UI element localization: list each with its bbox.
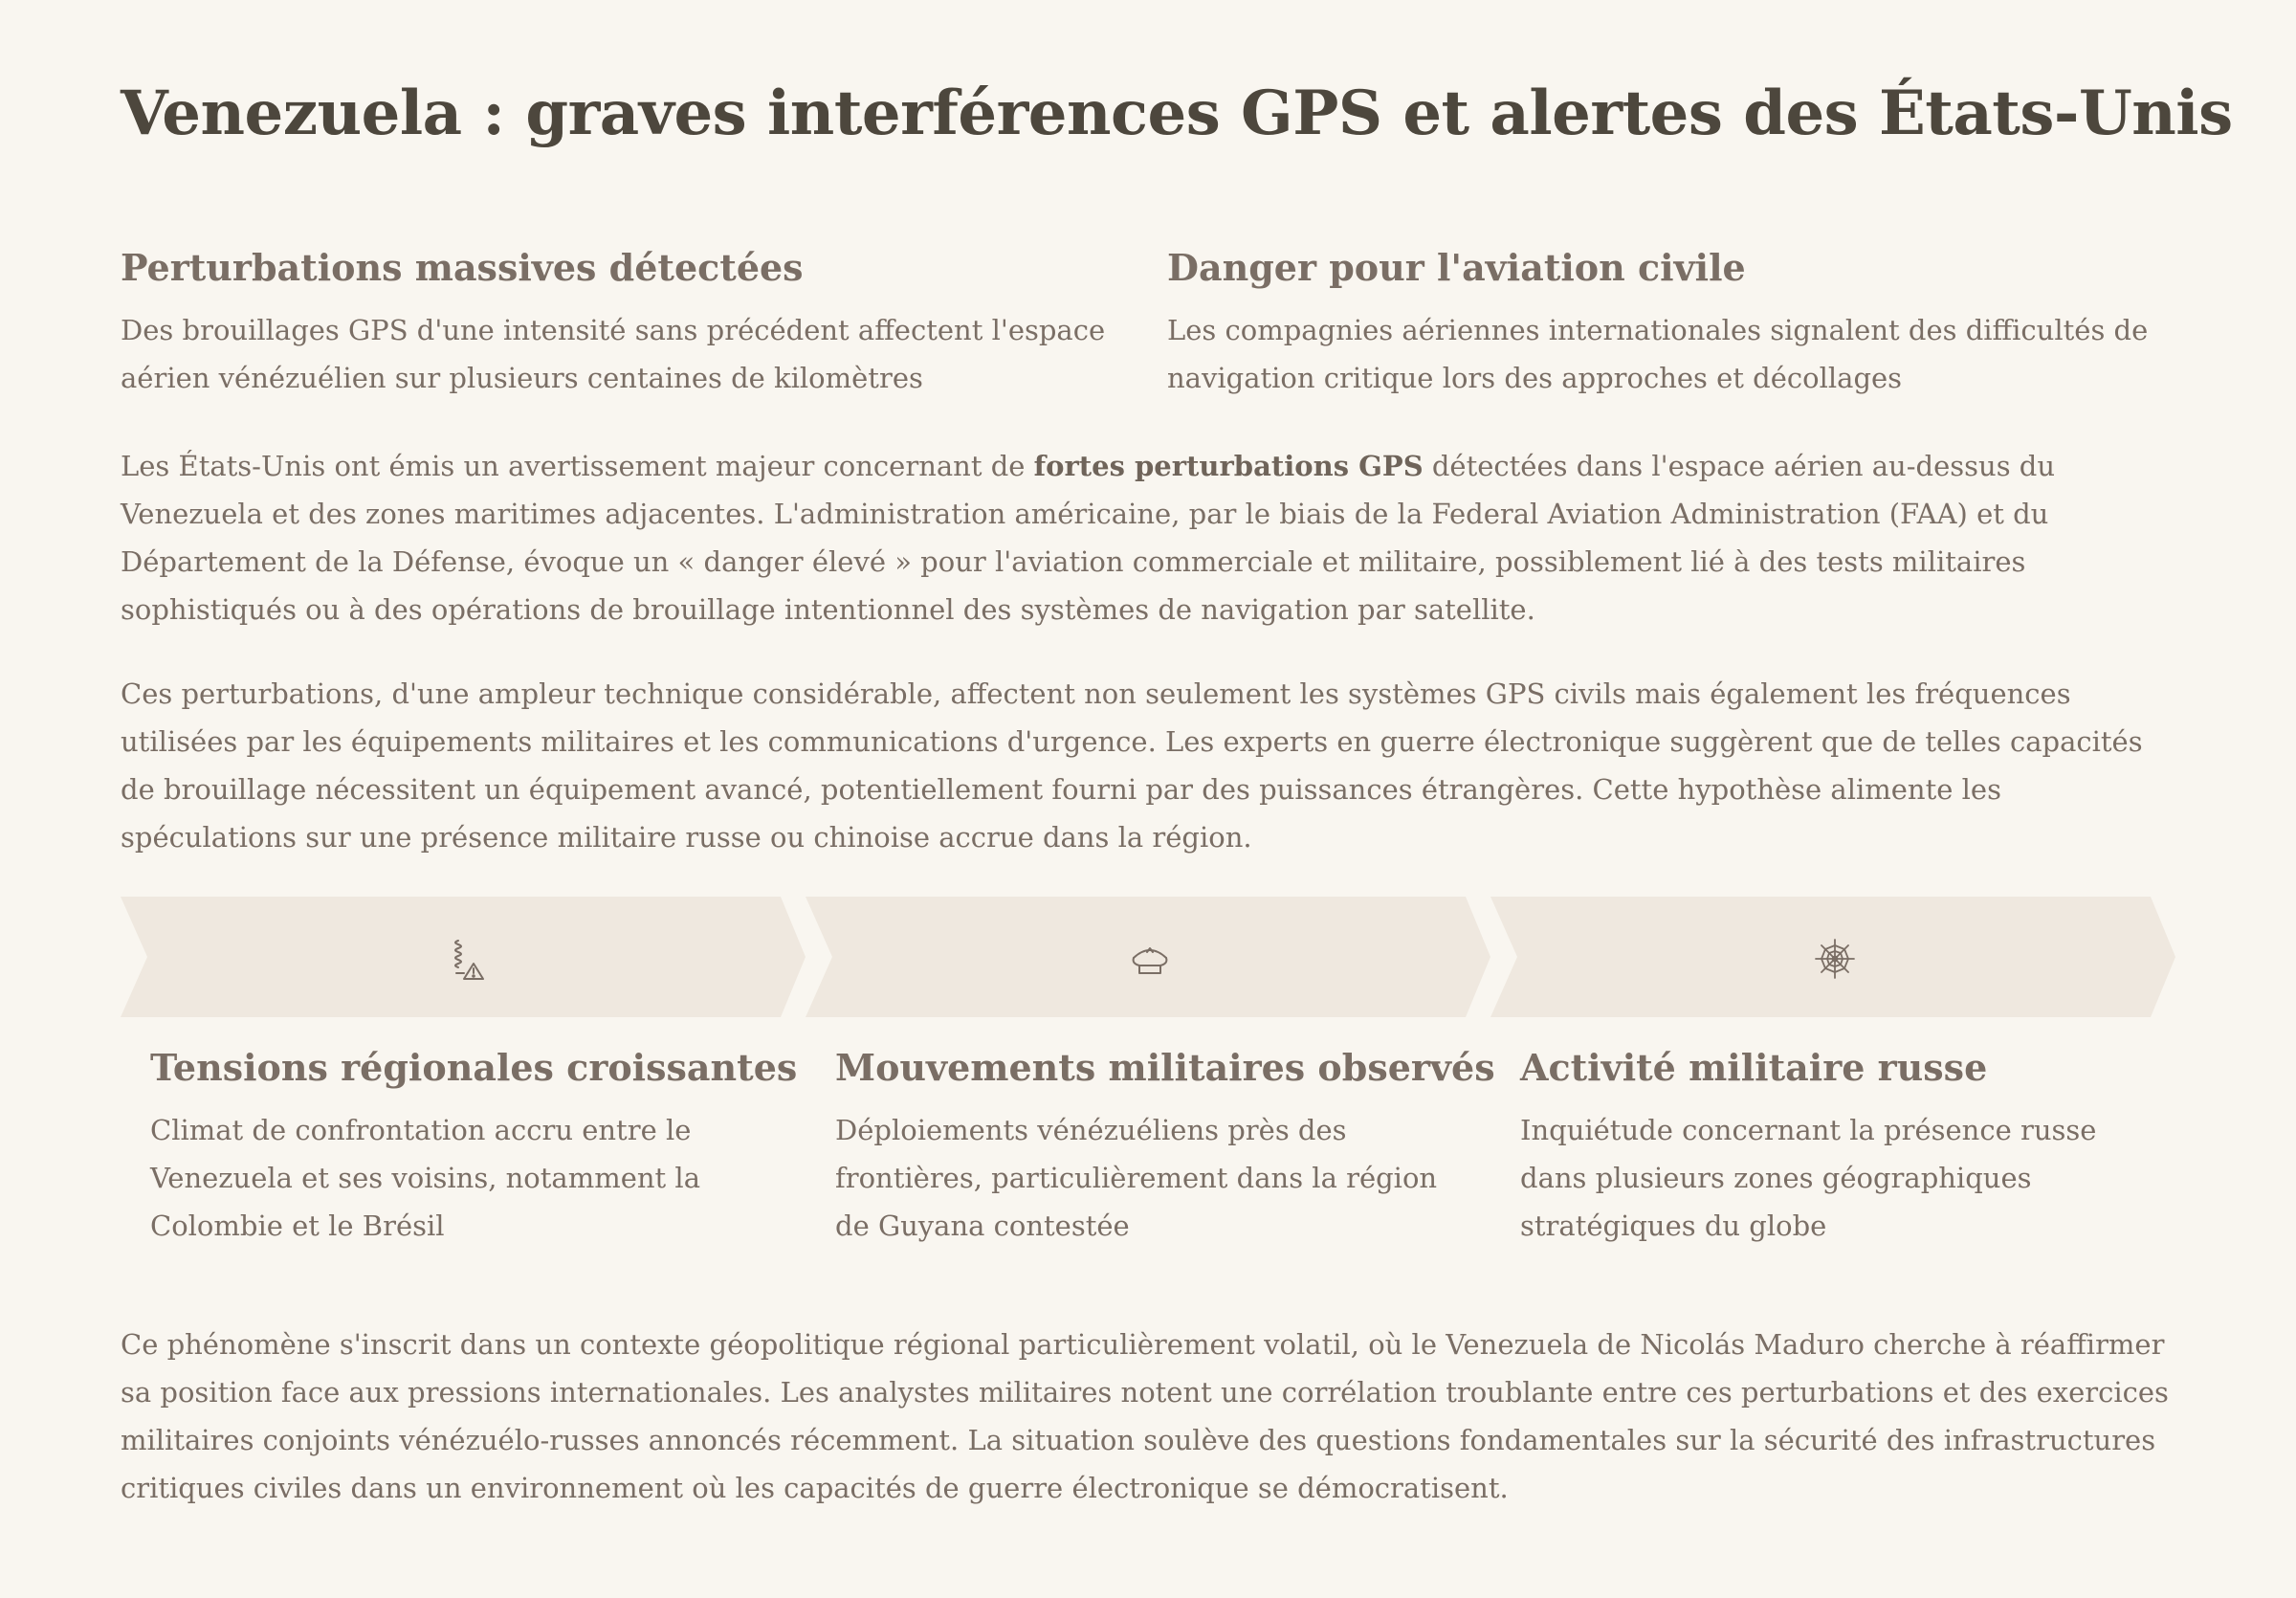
card-text: Climat de confrontation accru entre le Venezuela et ses voisins, notamment la Colombie et le Brésil: [150, 1114, 700, 1242]
card-heading: Mouvements militaires observés: [835, 1046, 1495, 1089]
card-regional-tensions: [150, 1037, 798, 1250]
intro-text: Les compagnies aériennes internationales signalent des difficultés de navigation critique lors des approches et décollages: [1167, 314, 2149, 394]
paragraph-emphasis: fortes perturbations GPS: [1033, 450, 1424, 482]
process-chevron-row: [121, 897, 2175, 1017]
chevron-step-2: [806, 897, 1490, 1017]
paragraph-text: détectées dans l'espace aérien au-dessus du Venezuela et des zones maritimes adjacentes. L'administration américaine, par le biais de la Federal Aviation Administration (FAA) et du Département de la Défense, évoque un « danger élevé » pour l'aviation commerciale et militaire, possiblement lié à des tests militaires sophistiqués ou à des opérations de brouillage intentionnel des systèmes de navigation par satellite.: [121, 450, 2056, 626]
body-paragraph-1: [121, 442, 2177, 633]
chevron-step-3: [1490, 897, 2175, 1017]
spring-warning-icon: [441, 935, 489, 983]
page-title: Venezuela : graves interférences GPS et alertes des États-Unis: [121, 78, 2233, 149]
body-paragraph-3: Ce phénomène s'inscrit dans un contexte géopolitique régional particulièrement volatil, où le Venezuela de Nicolás Maduro cherche à réaffirmer sa position face aux pressions internationales. Les analystes militaires notent une corrélation troublante entre ces perturbations et des exercices militaires conjoints vénézuélo-russes annoncés récemment. La situation soulève des questions fondamentales sur la sécurité des infrastructures critiques civiles dans un environnement où les capacités de guerre électronique se démocratisent.: [121, 1328, 2169, 1504]
intro-block-disruptions: [121, 235, 1135, 402]
military-cap-icon: [1126, 935, 1174, 983]
intro-block-aviation: [1167, 235, 2200, 402]
intro-text: Des brouillages GPS d'une intensité sans précédent affectent l'espace aérien vénézuélien sur plusieurs centaines de kilomètres: [121, 314, 1106, 394]
paragraph-text: Les États-Unis ont émis un avertissement majeur concernant de: [121, 450, 1034, 482]
card-text: Inquiétude concernant la présence russe dans plusieurs zones géographiques stratégiques du globe: [1520, 1114, 2097, 1242]
spider-web-icon: [1811, 935, 1859, 983]
card-russian-activity: [1520, 1037, 2152, 1250]
intro-heading: Perturbations massives détectées: [121, 246, 804, 289]
card-text: Déploiements vénézuéliens près des frontières, particulièrement dans la région de Guyana contestée: [835, 1114, 1438, 1242]
card-military-movements: [835, 1037, 1495, 1250]
card-heading: Tensions régionales croissantes: [150, 1046, 798, 1089]
body-paragraph-2: Ces perturbations, d'une ampleur technique considérable, affectent non seulement les systèmes GPS civils mais également les fréquences utilisées par les équipements militaires et les communications d'urgence. Les experts en guerre électronique suggèrent que de telles capacités de brouillage nécessitent un équipement avancé, potentiellement fourni par des puissances étrangères. Cette hypothèse alimente les spéculations sur une présence militaire russe ou chinoise accrue dans la région.: [121, 677, 2143, 854]
card-heading: Activité militaire russe: [1520, 1046, 1988, 1089]
chevron-step-1: [121, 897, 806, 1017]
intro-heading: Danger pour l'aviation civile: [1167, 246, 1746, 289]
